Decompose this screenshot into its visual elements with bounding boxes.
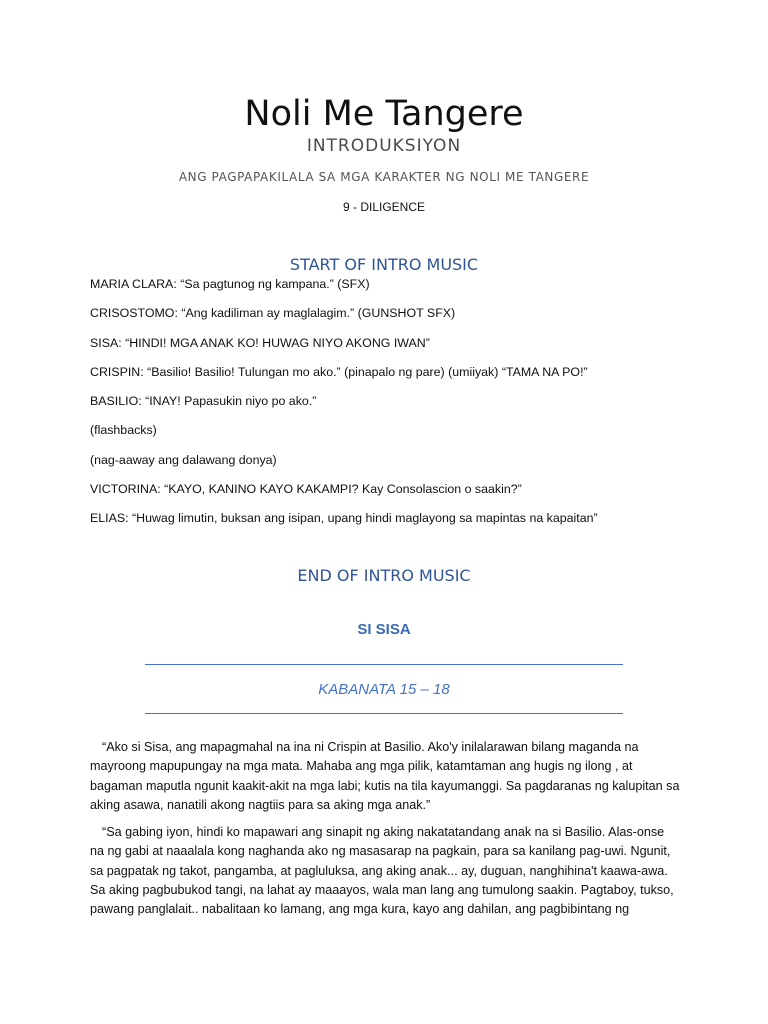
- divider-top: [145, 664, 623, 665]
- divider-bottom: [145, 713, 623, 714]
- dialogue-list: [90, 276, 690, 540]
- chapter-heading: KABANATA 15 – 18: [318, 681, 450, 698]
- paragraph: “Sa gabing iyon, hindi ko mapawari ang sinapit ng aking nakatatandang anak na si Basilio. Alas-onse na ng gabi at naaalala kong naghanda ako ng masasarap na pagkain, para sa kanilang pag-uwi. Ngunit, sa pagpatak ng takot, pangamba, at pagluluksa, ang aking anak... ay, duguan, nanghihina't kaawa-awa. Sa aking pagbubukod tangi, na lahat ay maaayos, wala man lang ang tumulong saakin. Pagtaboy, tukso, pawang panglalait.. nabalitaan ko lamang, ang mga kura, kayo ang dahilan, ang pagbibintang ng: [90, 825, 674, 917]
- dialogue-line: (flashbacks): [90, 423, 157, 438]
- intro-start-heading: START OF INTRO MUSIC: [289, 255, 479, 274]
- paragraph: “Ako si Sisa, ang mapagmahal na ina ni Crispin at Basilio. Ako'y inilalarawan bilang maganda na mayroong mapupungay na mga mata. Mahaba ang mga pilik, katamtaman ang hugis ng ilong , at bagaman maputla ngunit kaakit-akit na mga labi; kutis na tila kayumanggi. Sa pagdaranas ng kalupitan sa aking asawa, nanatili akong nagtiis para sa aking mga anak.”: [90, 740, 680, 812]
- character-heading: SI SISA: [357, 621, 411, 638]
- dialogue-line: (nag-aaway ang dalawang donya): [90, 452, 277, 467]
- dialogue-line: SISA: “HINDI! MGA ANAK KO! HUWAG NIYO AKONG IWAN”: [90, 335, 430, 350]
- dialogue-line: ELIAS: “Huwag limutin, buksan ang isipan, upang hindi maglayong sa mapintas na kapaitan”: [90, 511, 598, 526]
- section-label: 9 - DILIGENCE: [342, 200, 426, 214]
- dialogue-line: MARIA CLARA: “Sa pagtunog ng kampana.” (SFX): [90, 277, 370, 291]
- document-tagline: ANG PAGPAPAKILALA SA MGA KARAKTER NG NOLI ME TANGERE: [178, 170, 590, 184]
- dialogue-line: CRISOSTOMO: “Ang kadiliman ay maglalagim.” (GUNSHOT SFX): [90, 306, 456, 321]
- dialogue-line: CRISPIN: “Basilio! Basilio! Tulungan mo ako.” (pinapalo ng pare) (umiiyak) “TAMA NA PO!”: [90, 364, 588, 379]
- intro-end-heading: END OF INTRO MUSIC: [297, 566, 471, 585]
- dialogue-line: VICTORINA: “KAYO, KANINO KAYO KAKAMPI? Kay Consolascion o saakin?”: [90, 482, 522, 497]
- document-title: Noli Me Tangere: [244, 94, 524, 134]
- dialogue-line: BASILIO: “INAY! Papasukin niyo po ako.”: [90, 394, 317, 409]
- document-subtitle: INTRODUKSIYON: [306, 136, 462, 156]
